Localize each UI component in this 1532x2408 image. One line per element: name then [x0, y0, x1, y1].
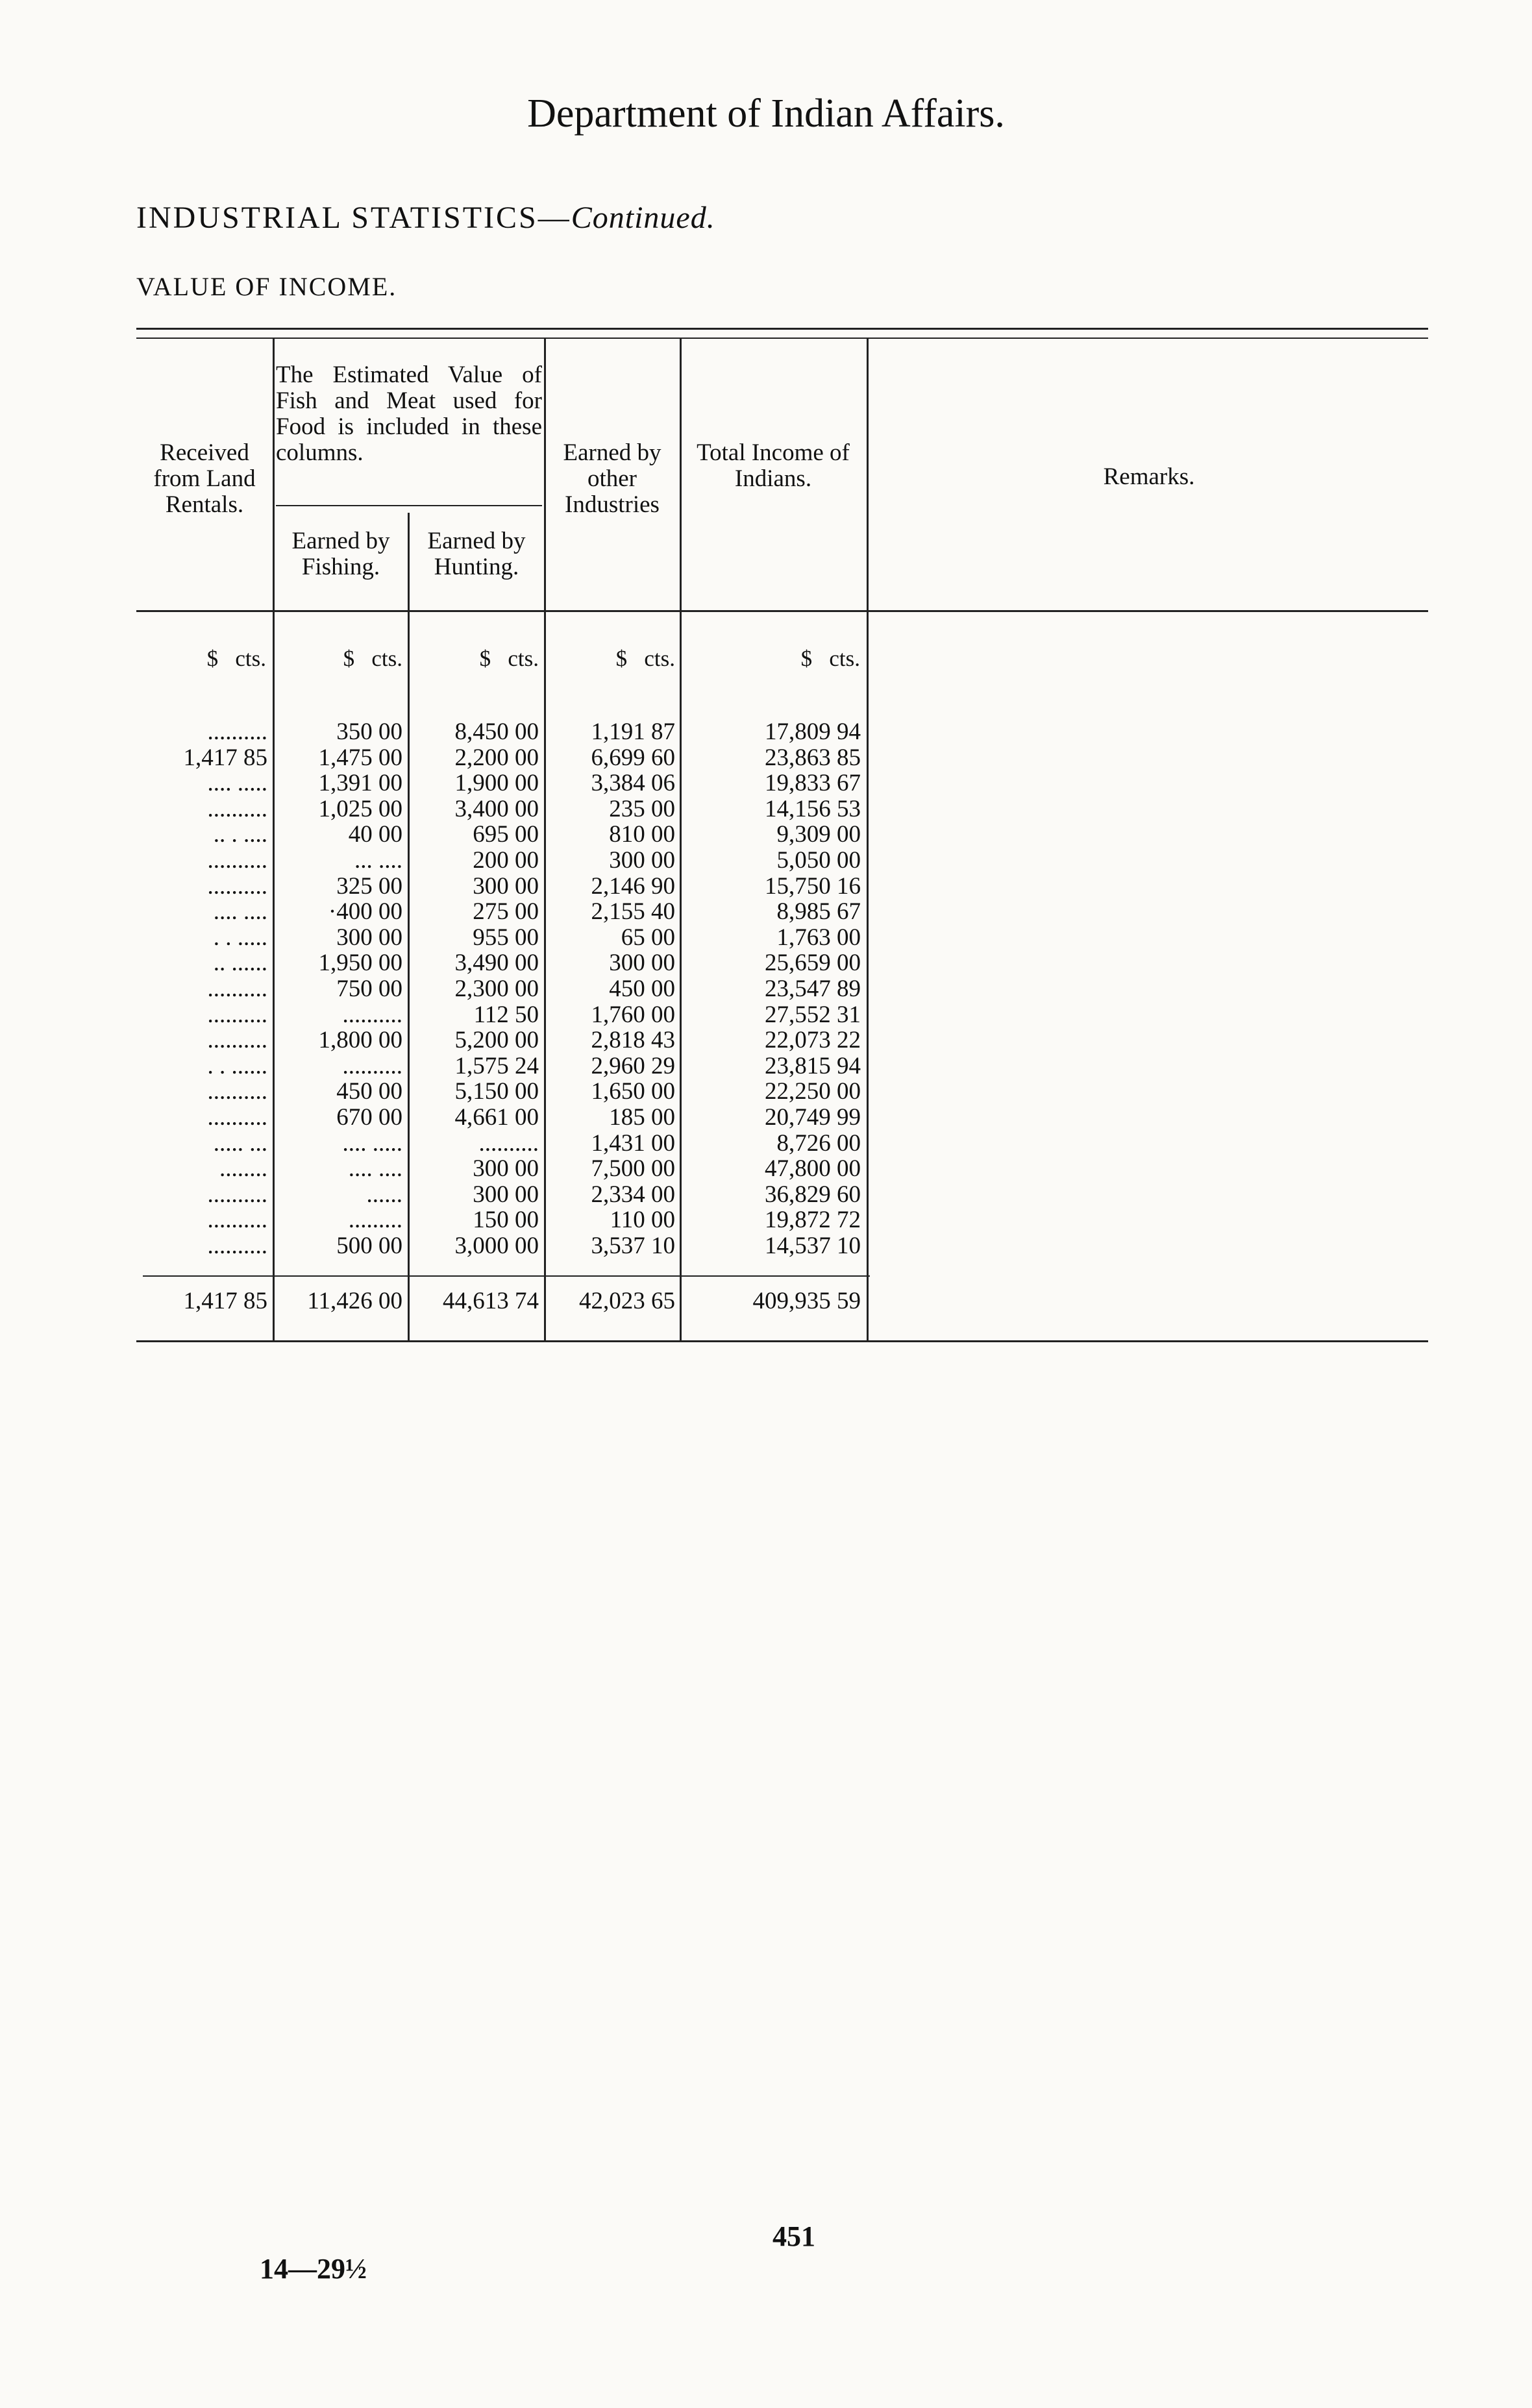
cell-total: 47,800 00 [765, 1155, 861, 1182]
cell-hunting: 150 00 [473, 1207, 539, 1233]
header-bottom-rule [136, 610, 1428, 612]
cell-total: 23,547 89 [765, 976, 861, 1002]
cell-land: .. . .... [213, 821, 267, 848]
cell-other: 3,537 10 [591, 1233, 675, 1259]
cell-total: 15,750 16 [765, 873, 861, 900]
cell-land: .......... [207, 719, 267, 745]
total-total: 409,935 59 [752, 1288, 861, 1314]
cell-total: 27,552 31 [765, 1001, 861, 1028]
cell-hunting: 3,490 00 [454, 950, 539, 976]
page-number: 451 [772, 2220, 815, 2252]
cell-fishing: 300 00 [336, 924, 402, 951]
cell-total: 23,863 85 [765, 744, 861, 771]
unit-fishing: $ cts. [343, 646, 402, 671]
cell-other: 6,699 60 [591, 744, 675, 771]
col-rule-4 [680, 338, 682, 1340]
cell-land: ..... ... [213, 1130, 267, 1157]
cell-hunting: 2,300 00 [454, 976, 539, 1002]
col-rule-3 [544, 338, 546, 1340]
col-rule-5 [867, 338, 869, 1340]
cell-fishing: .......... [342, 1001, 402, 1028]
cell-other: 1,650 00 [591, 1078, 675, 1105]
cell-fishing: 1,950 00 [318, 950, 402, 976]
cell-total: 22,073 22 [765, 1027, 861, 1053]
signature-mark: 14—29½ [260, 2253, 367, 2285]
cell-land: .......... [207, 796, 267, 822]
cell-other: 2,155 40 [591, 898, 675, 925]
cell-total: 25,659 00 [765, 950, 861, 976]
cell-total: 19,872 72 [765, 1207, 861, 1233]
header-fish-meat: The Estimated Value of Fish and Meat used for Food is included in these columns. [276, 362, 542, 466]
cell-other: 1,431 00 [591, 1130, 675, 1157]
cell-hunting: 5,150 00 [454, 1078, 539, 1105]
unit-hunting: $ cts. [479, 646, 539, 671]
cell-land: .... .... [213, 898, 267, 925]
cell-hunting: .......... [478, 1130, 539, 1157]
cell-total: 8,985 67 [776, 898, 861, 925]
cell-other: 3,384 06 [591, 770, 675, 796]
cell-other: 7,500 00 [591, 1155, 675, 1182]
cell-other: 1,191 87 [591, 719, 675, 745]
col-rule-2 [408, 513, 410, 1340]
cell-land: 1,417 85 [183, 744, 267, 771]
cell-fishing: ......... [348, 1207, 402, 1233]
total-fishing: 11,426 00 [307, 1288, 402, 1314]
cell-total: 9,309 00 [776, 821, 861, 848]
cell-other: 2,146 90 [591, 873, 675, 900]
header-total-income: Total Income of Indians. [697, 439, 850, 492]
header-land-rentals: Received from Land Rentals. [153, 439, 256, 518]
cell-fishing: 40 00 [348, 821, 402, 848]
fish-meat-divider [276, 505, 542, 506]
subsection-title: VALUE OF INCOME. [136, 272, 397, 301]
header-other-industries: Earned by other Industries [563, 439, 661, 518]
cell-total: 17,809 94 [765, 719, 861, 745]
cell-other: 110 00 [610, 1207, 675, 1233]
cell-other: 185 00 [609, 1104, 675, 1131]
cell-total: 22,250 00 [765, 1078, 861, 1105]
cell-fishing: 670 00 [336, 1104, 402, 1131]
cell-hunting: 300 00 [473, 1155, 539, 1182]
cell-fishing: .......... [342, 1053, 402, 1079]
cell-other: 300 00 [609, 950, 675, 976]
total-hunting: 44,613 74 [443, 1288, 539, 1314]
cell-other: 450 00 [609, 976, 675, 1002]
cell-total: 1,763 00 [776, 924, 861, 951]
cell-total: 8,726 00 [776, 1130, 861, 1157]
cell-total: 14,537 10 [765, 1233, 861, 1259]
cell-hunting: 300 00 [473, 873, 539, 900]
cell-land: .......... [207, 873, 267, 900]
cell-land: ........ [219, 1155, 267, 1182]
cell-other: 2,818 43 [591, 1027, 675, 1053]
cell-fishing: 325 00 [336, 873, 402, 900]
cell-fishing: ...... [366, 1181, 402, 1208]
cell-hunting: 5,200 00 [454, 1027, 539, 1053]
cell-total: 5,050 00 [776, 847, 861, 874]
cell-hunting: 3,000 00 [454, 1233, 539, 1259]
cell-other: 300 00 [609, 847, 675, 874]
cell-fishing: ... .... [354, 847, 402, 874]
section-main: INDUSTRIAL STATISTICS— [136, 201, 571, 235]
cell-fishing: .... ..... [342, 1130, 402, 1157]
cell-land: . . ...... [207, 1053, 267, 1079]
cell-total: 14,156 53 [765, 796, 861, 822]
cell-hunting: 275 00 [473, 898, 539, 925]
cell-land: .......... [207, 1207, 267, 1233]
cell-land: .......... [207, 1027, 267, 1053]
cell-fishing: 500 00 [336, 1233, 402, 1259]
cell-land: .......... [207, 1104, 267, 1131]
cell-hunting: 200 00 [473, 847, 539, 874]
cell-hunting: 300 00 [473, 1181, 539, 1208]
cell-hunting: 1,900 00 [454, 770, 539, 796]
col-rule-1 [273, 338, 275, 1340]
cell-fishing: 450 00 [336, 1078, 402, 1105]
table-bottom-rule [136, 1340, 1428, 1342]
cell-fishing: 1,025 00 [318, 796, 402, 822]
cell-total: 23,815 94 [765, 1053, 861, 1079]
department-title: Department of Indian Affairs. [527, 92, 1005, 136]
header-remarks: Remarks. [1103, 463, 1195, 490]
totals-rule [143, 1275, 870, 1277]
cell-other: 2,334 00 [591, 1181, 675, 1208]
cell-hunting: 2,200 00 [454, 744, 539, 771]
cell-fishing: 1,475 00 [318, 744, 402, 771]
header-hunting: Earned by Hunting. [427, 528, 526, 580]
cell-other: 235 00 [609, 796, 675, 822]
cell-land: .......... [207, 1181, 267, 1208]
cell-land: .......... [207, 847, 267, 874]
cell-hunting: 3,400 00 [454, 796, 539, 822]
cell-other: 2,960 29 [591, 1053, 675, 1079]
cell-hunting: 112 50 [473, 1001, 539, 1028]
section-continued: Continued. [571, 201, 715, 235]
cell-fishing: 350 00 [336, 719, 402, 745]
cell-fishing: ·400 00 [328, 898, 402, 925]
table-top-rule [136, 328, 1428, 330]
cell-land: .......... [207, 1001, 267, 1028]
cell-hunting: 695 00 [473, 821, 539, 848]
unit-total: $ cts. [800, 646, 860, 671]
cell-hunting: 1,575 24 [454, 1053, 539, 1079]
cell-other: 810 00 [609, 821, 675, 848]
total-other: 42,023 65 [579, 1288, 675, 1314]
cell-hunting: 955 00 [473, 924, 539, 951]
cell-other: 65 00 [621, 924, 675, 951]
cell-fishing: 1,800 00 [318, 1027, 402, 1053]
cell-total: 20,749 99 [765, 1104, 861, 1131]
cell-fishing: 1,391 00 [318, 770, 402, 796]
cell-hunting: 8,450 00 [454, 719, 539, 745]
unit-other: $ cts. [615, 646, 675, 671]
cell-hunting: 4,661 00 [454, 1104, 539, 1131]
table-top-rule-2 [136, 338, 1428, 339]
total-land: 1,417 85 [183, 1288, 267, 1314]
cell-land: .......... [207, 976, 267, 1002]
unit-land: $ cts. [206, 646, 266, 671]
section-title [136, 200, 715, 236]
cell-total: 19,833 67 [765, 770, 861, 796]
cell-land: .... ..... [207, 770, 267, 796]
cell-other: 1,760 00 [591, 1001, 675, 1028]
cell-land: .......... [207, 1233, 267, 1259]
header-fishing: Earned by Fishing. [291, 528, 390, 580]
cell-total: 36,829 60 [765, 1181, 861, 1208]
cell-land: .. ...... [213, 950, 267, 976]
cell-fishing: 750 00 [336, 976, 402, 1002]
cell-fishing: .... .... [348, 1155, 402, 1182]
cell-land: .......... [207, 1078, 267, 1105]
cell-land: . . ..... [213, 924, 267, 951]
